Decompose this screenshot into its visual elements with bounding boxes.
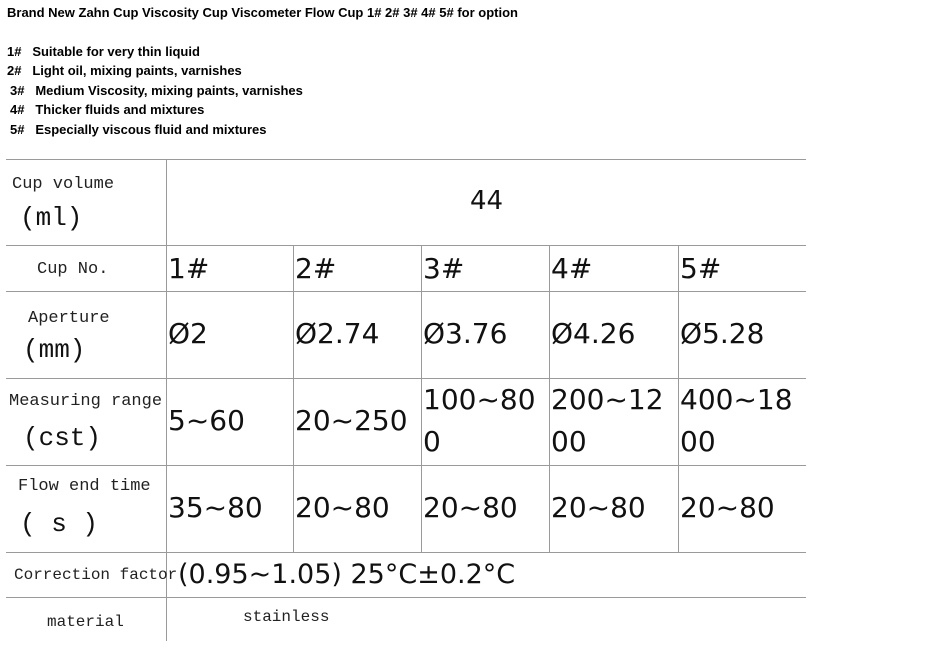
cup-no-1: 1# [168,252,210,285]
cup-no-5: 5# [680,252,722,285]
correction-factor-value: (0.95~1.05) 25°C±0.2°C [178,559,516,590]
grid-line [549,245,550,552]
grid-line [293,245,294,552]
grid-line [6,465,806,466]
flow-end-time-unit: ( s ) [20,509,99,539]
cup-no-4: 4# [551,252,593,285]
material-value: stainless [243,608,330,626]
grid-line [6,245,806,246]
grid-line [421,245,422,552]
option-description: Light oil, mixing paints, varnishes [32,63,242,78]
option-4 [10,102,204,117]
cup-no-label: Cup No. [37,260,109,279]
aperture-2: Ø2.74 [295,317,380,350]
aperture-label: Aperture [28,309,110,328]
grid-line [6,291,806,292]
grid-line [6,597,806,598]
flow-end-time-3: 20~80 [423,491,518,524]
option-number: 1# [7,44,22,59]
aperture-5: Ø5.28 [680,317,765,350]
material-label: material [47,613,124,631]
flow-end-time-4: 20~80 [551,491,646,524]
flow-end-time-2: 20~80 [295,491,390,524]
flow-end-time-5: 20~80 [680,491,775,524]
grid-line [6,159,806,160]
cup-volume-value: 44 [470,186,504,216]
option-2 [7,63,242,78]
option-number: 2# [7,63,22,78]
option-1 [7,44,200,59]
option-number: 4# [10,102,25,117]
product-title: Brand New Zahn Cup Viscosity Cup Viscometer Flow Cup 1# 2# 3# 4# 5# for option [7,5,518,20]
measuring-range-1: 5~60 [168,404,245,437]
flow-end-time-label: Flow end time [18,477,151,496]
aperture-3: Ø3.76 [423,317,508,350]
measuring-range-4: 200~1200 [551,383,664,458]
measuring-range-5: 400~1800 [680,383,793,458]
measuring-range-label: Measuring range [9,392,163,411]
spec-table [6,159,806,641]
option-description: Especially viscous fluid and mixtures [35,122,267,137]
cup-no-2: 2# [295,252,337,285]
option-description: Medium Viscosity, mixing paints, varnishes [35,83,303,98]
flow-end-time-1: 35~80 [168,491,263,524]
measuring-range-3: 100~800 [423,383,536,458]
aperture-unit: (mm) [23,335,86,365]
option-description: Suitable for very thin liquid [32,44,200,59]
option-5 [10,122,267,137]
cup-no-3: 3# [423,252,465,285]
option-number: 3# [10,83,25,98]
measuring-range-unit: (cst) [23,423,102,453]
measuring-range-2: 20~250 [295,404,408,437]
option-description: Thicker fluids and mixtures [35,102,205,117]
grid-line [6,552,806,553]
aperture-1: Ø2 [168,317,208,350]
option-3 [10,83,303,98]
cup-volume-label: Cup volume [12,175,115,194]
grid-line [678,245,679,552]
cup-volume-unit: (ml) [20,203,83,233]
aperture-4: Ø4.26 [551,317,636,350]
correction-factor-label: Correction factor [14,566,178,584]
option-number: 5# [10,122,25,137]
